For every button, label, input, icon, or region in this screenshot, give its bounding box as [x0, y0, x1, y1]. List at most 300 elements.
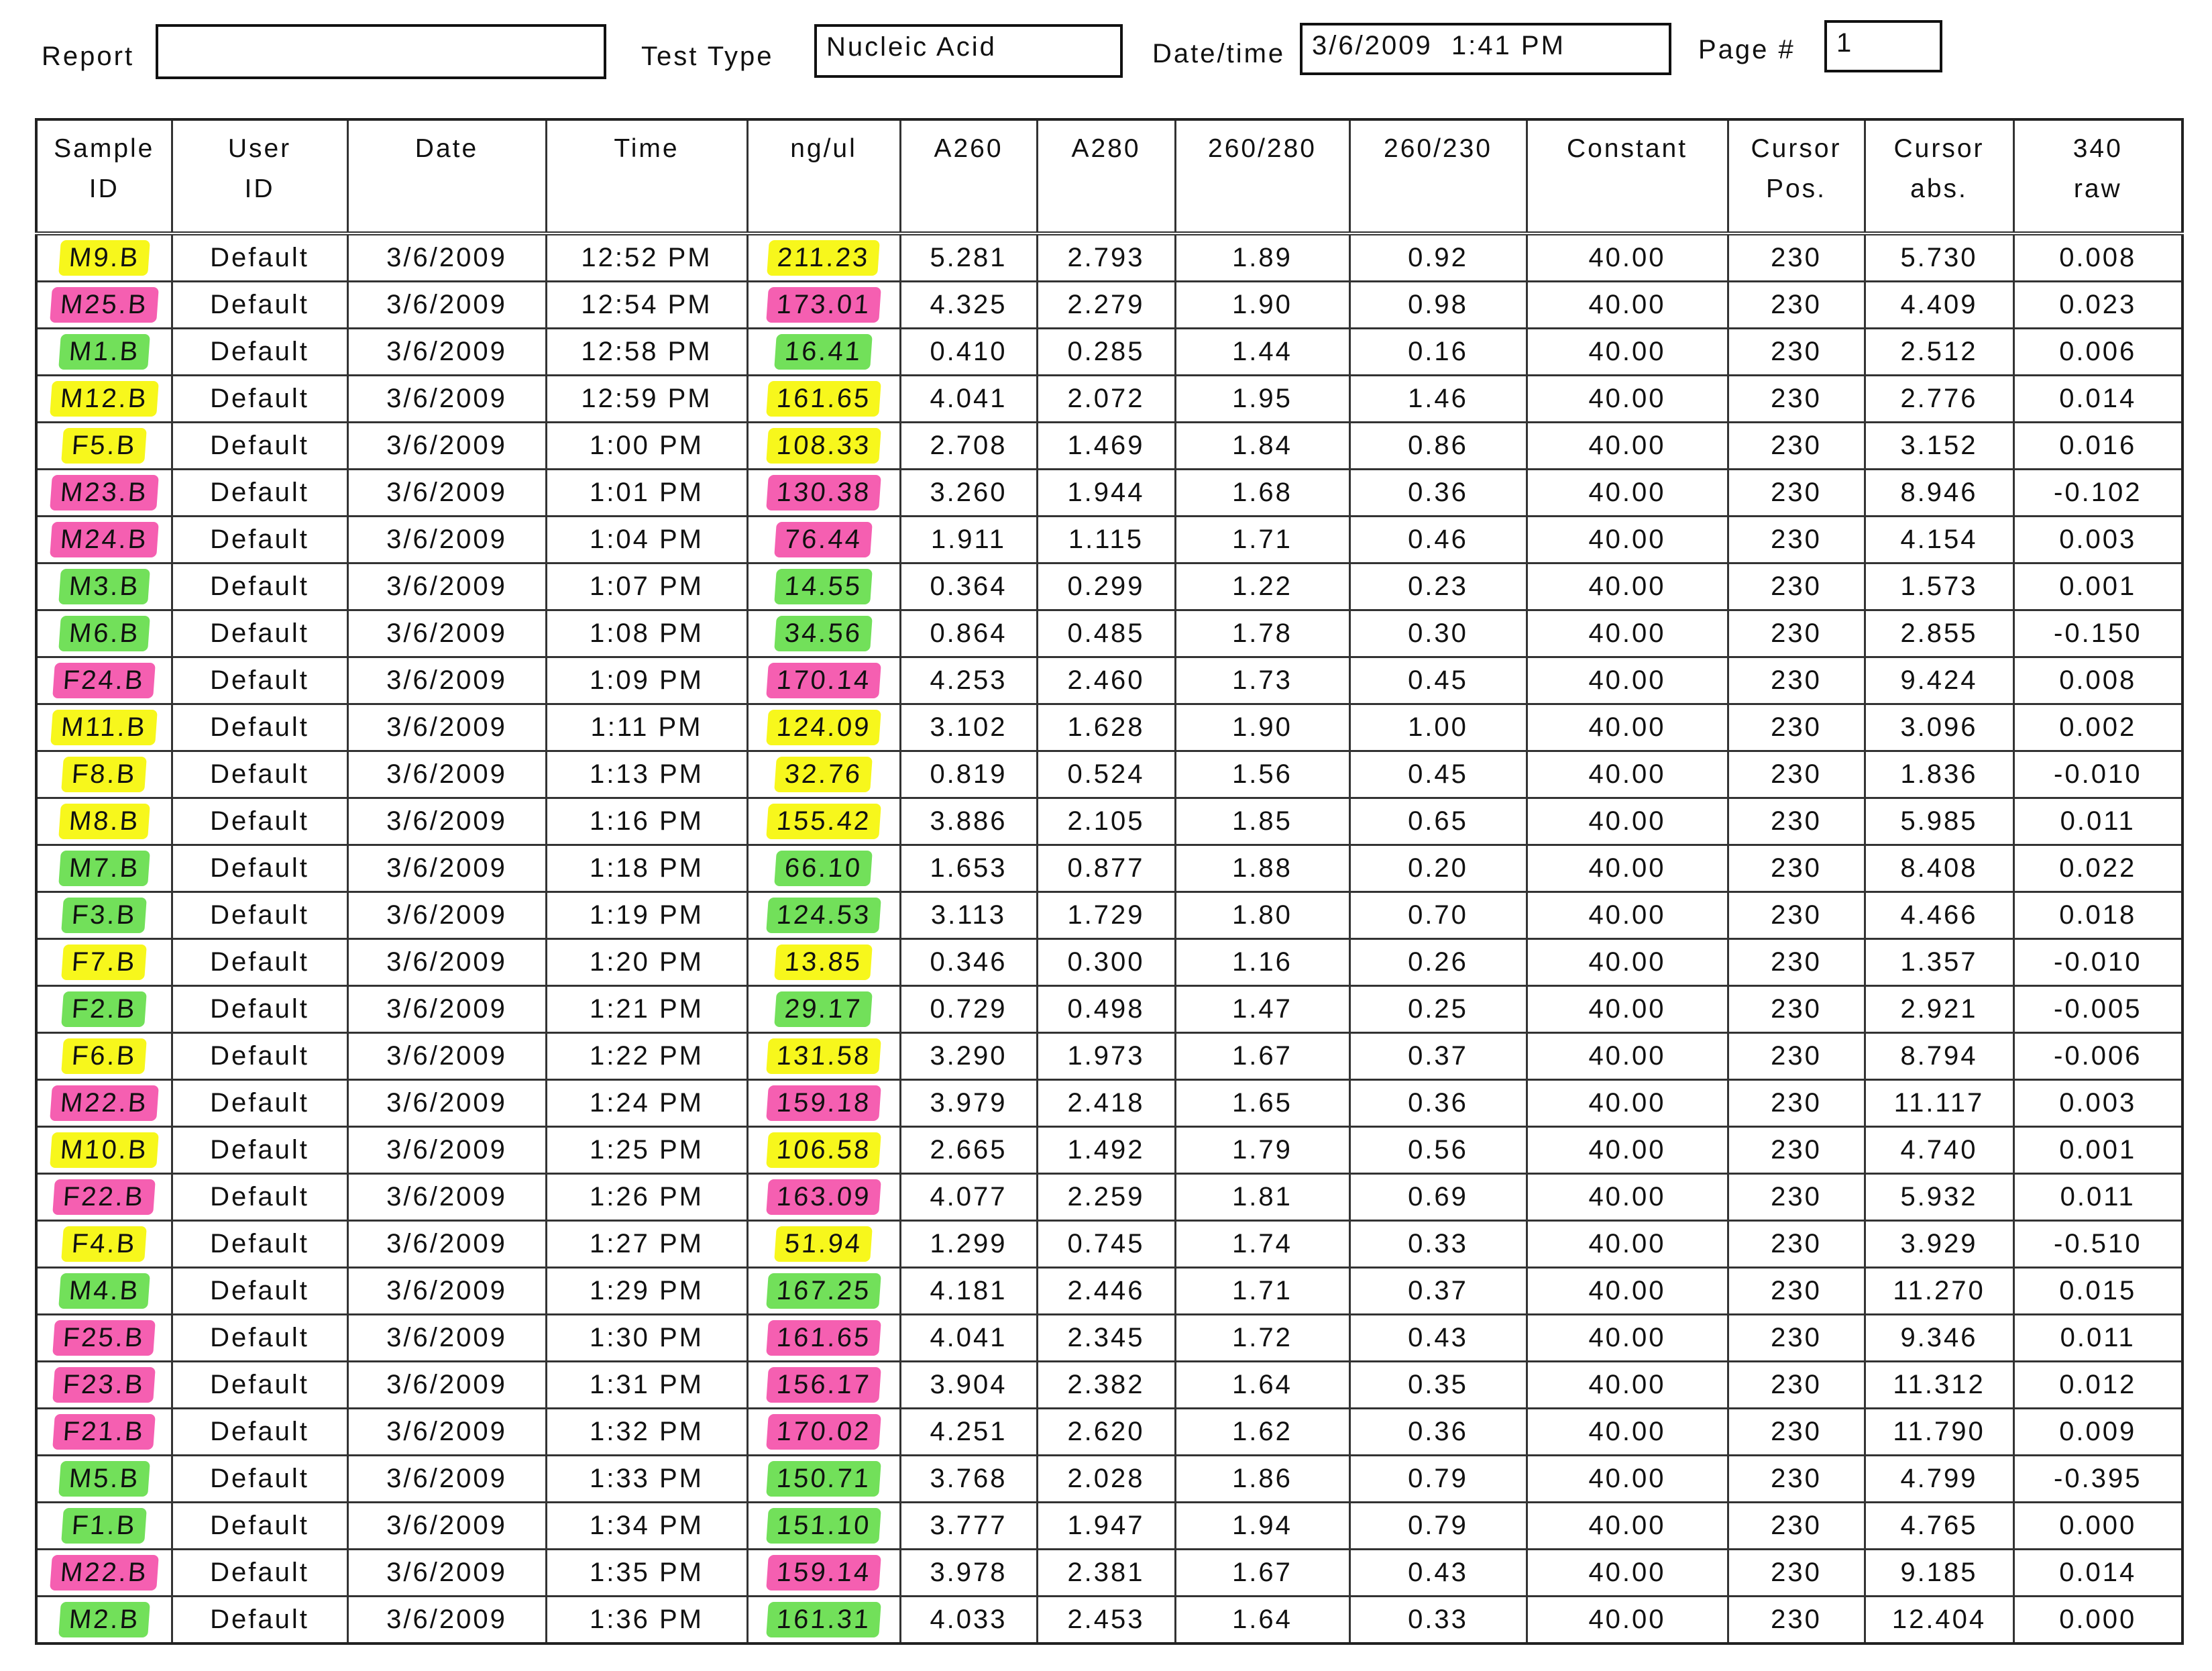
sample-id-highlight: F3.B [61, 898, 147, 933]
table-cell [546, 376, 747, 423]
cell-value: 0.011 [2060, 1182, 2136, 1211]
cell-value: 11.270 [1893, 1276, 1985, 1305]
cell-value: 0.011 [2060, 1323, 2136, 1352]
cell-value: 3/6/2009 [386, 1276, 507, 1305]
sample-id-highlight: M1.B [58, 334, 150, 370]
table-cell [900, 1033, 1037, 1080]
cell-value: 3.904 [930, 1370, 1007, 1399]
table-cell [1349, 1080, 1527, 1127]
table-cell [1175, 1409, 1349, 1456]
test-type-field[interactable]: Nucleic Acid [814, 24, 1123, 78]
table-cell [36, 939, 172, 986]
table-cell [1037, 1362, 1175, 1409]
cell-value: 3/6/2009 [386, 525, 507, 554]
cell-value: 3/6/2009 [386, 665, 507, 695]
cell-value: 230 [1771, 243, 1822, 272]
table-cell [1037, 657, 1175, 704]
table-cell [36, 423, 172, 470]
table-cell [2013, 1127, 2182, 1174]
table-row [36, 470, 2182, 517]
table-cell [747, 1315, 900, 1362]
table-cell [1037, 1315, 1175, 1362]
cell-value: 40.00 [1588, 853, 1666, 883]
cell-value: 1.469 [1067, 431, 1145, 460]
report-label: Report [42, 42, 135, 71]
table-cell [1349, 517, 1527, 563]
cell-value: 1.68 [1232, 478, 1292, 507]
cell-value: 3.979 [930, 1088, 1007, 1118]
table-cell [36, 751, 172, 798]
cell-value: 2.072 [1067, 384, 1145, 413]
table-cell [2013, 610, 2182, 657]
table-cell [1175, 1127, 1349, 1174]
concentration-highlight: 106.58 [766, 1132, 881, 1168]
cell-value: 230 [1771, 806, 1822, 836]
cell-value: 9.424 [1900, 665, 1978, 695]
table-cell [1349, 1033, 1527, 1080]
table-cell [36, 233, 172, 282]
table-cell [1527, 1550, 1728, 1597]
table-cell [36, 798, 172, 845]
table-cell [747, 1127, 900, 1174]
table-cell [900, 751, 1037, 798]
cell-value: 1.357 [1900, 947, 1978, 977]
table-cell [1527, 939, 1728, 986]
table-cell [1349, 1456, 1527, 1503]
table-cell [546, 1080, 747, 1127]
table-cell [546, 1597, 747, 1644]
cell-value: 0.877 [1067, 853, 1145, 883]
datetime-field[interactable]: 3/6/2009 1:41 PM [1300, 23, 1671, 75]
cell-value: 1.90 [1232, 712, 1292, 742]
table-cell [546, 1409, 747, 1456]
cell-value: 0.37 [1408, 1041, 1468, 1071]
table-cell [747, 892, 900, 939]
table-cell [1349, 986, 1527, 1033]
table-cell [347, 1456, 546, 1503]
cell-value: 1.973 [1067, 1041, 1145, 1071]
concentration-highlight: 170.02 [766, 1414, 881, 1450]
table-cell [36, 892, 172, 939]
sample-id-highlight: F4.B [61, 1226, 147, 1262]
cell-value: 1.94 [1232, 1511, 1292, 1540]
cell-value: 3/6/2009 [386, 1464, 507, 1493]
sample-id-highlight: F6.B [61, 1038, 147, 1074]
cell-value: 0.43 [1408, 1323, 1468, 1352]
column-header-line: abs. [1910, 174, 1968, 203]
cell-value: 11.117 [1893, 1088, 1985, 1118]
cell-value: 3/6/2009 [386, 806, 507, 836]
sample-id-highlight: M10.B [50, 1132, 158, 1168]
cell-value: 3/6/2009 [386, 1135, 507, 1165]
table-cell [1527, 470, 1728, 517]
cell-value: 0.26 [1408, 947, 1468, 977]
table-cell [1865, 1503, 2013, 1550]
cell-value: 3.260 [930, 478, 1007, 507]
table-cell [900, 517, 1037, 563]
table-cell [172, 939, 347, 986]
table-cell [347, 1080, 546, 1127]
table-cell [2013, 1174, 2182, 1221]
cell-value: 4.041 [930, 384, 1007, 413]
cell-value: 230 [1771, 1323, 1822, 1352]
table-cell [36, 1362, 172, 1409]
cell-value: 2.105 [1067, 806, 1145, 836]
sample-id-highlight: F25.B [53, 1320, 156, 1356]
table-cell [546, 1127, 747, 1174]
table-cell [1175, 1174, 1349, 1221]
column-header-line: Cursor [1751, 134, 1842, 163]
cell-value: 230 [1771, 337, 1822, 366]
cell-value: 230 [1771, 572, 1822, 601]
cell-value: 1.47 [1232, 994, 1292, 1024]
concentration-highlight: 16.41 [775, 334, 873, 370]
table-cell [347, 798, 546, 845]
table-cell [1037, 845, 1175, 892]
cell-value: 2.382 [1067, 1370, 1145, 1399]
cell-value: 2.921 [1900, 994, 1978, 1024]
table-cell [900, 1597, 1037, 1644]
cell-value: 2.418 [1067, 1088, 1145, 1118]
cell-value: 0.25 [1408, 994, 1468, 1024]
cell-value: 8.794 [1900, 1041, 1978, 1071]
table-cell [546, 423, 747, 470]
cell-value: 40.00 [1588, 1182, 1666, 1211]
cell-value: 1.71 [1232, 525, 1292, 554]
cell-value: 2.345 [1067, 1323, 1145, 1352]
cell-value: 1.80 [1232, 900, 1292, 930]
cell-value: 2.446 [1067, 1276, 1145, 1305]
cell-value: 0.33 [1408, 1229, 1468, 1258]
cell-value: 4.041 [930, 1323, 1007, 1352]
column-header [1527, 119, 1728, 233]
table-cell [1349, 751, 1527, 798]
cell-value: 1.67 [1232, 1041, 1292, 1071]
cell-value: 3.929 [1900, 1229, 1978, 1258]
table-cell [1175, 845, 1349, 892]
table-cell [347, 704, 546, 751]
sample-id-highlight: F22.B [53, 1179, 156, 1215]
table-cell [172, 751, 347, 798]
table-row [36, 1127, 2182, 1174]
table-cell [900, 329, 1037, 376]
table-cell [1037, 1127, 1175, 1174]
column-header [347, 119, 546, 233]
table-row [36, 657, 2182, 704]
table-cell [1865, 1221, 2013, 1268]
cell-value: 5.932 [1900, 1182, 1978, 1211]
table-cell [747, 1080, 900, 1127]
table-cell [347, 1362, 546, 1409]
cell-value: 2.279 [1067, 290, 1145, 319]
table-cell [172, 610, 347, 657]
table-row [36, 1268, 2182, 1315]
table-cell [36, 282, 172, 329]
table-cell [2013, 704, 2182, 751]
cell-value: Default [210, 1605, 309, 1634]
cell-value: 1.299 [930, 1229, 1007, 1258]
table-cell [747, 563, 900, 610]
cell-value: 5.730 [1900, 243, 1978, 272]
table-cell [347, 1503, 546, 1550]
cell-value: 40.00 [1588, 243, 1666, 272]
concentration-highlight: 131.58 [766, 1038, 881, 1074]
cell-value: 1.653 [930, 853, 1007, 883]
table-cell [546, 1315, 747, 1362]
table-cell [900, 282, 1037, 329]
cell-value: 1.46 [1408, 384, 1468, 413]
table-cell [900, 657, 1037, 704]
page-number-field[interactable]: 1 [1824, 20, 1942, 72]
table-cell [1527, 1080, 1728, 1127]
table-cell [1728, 845, 1865, 892]
table-cell [1527, 657, 1728, 704]
cell-value: 2.453 [1067, 1605, 1145, 1634]
table-cell [546, 892, 747, 939]
cell-value: 0.000 [2059, 1605, 2137, 1634]
table-cell [347, 939, 546, 986]
table-cell [1527, 423, 1728, 470]
cell-value: 0.729 [930, 994, 1007, 1024]
datetime-label: Date/time [1152, 39, 1286, 68]
table-cell [347, 376, 546, 423]
cell-value: 8.408 [1900, 853, 1978, 883]
cell-value: -0.102 [2054, 478, 2142, 507]
cell-value: 1:16 PM [590, 806, 704, 836]
table-row [36, 751, 2182, 798]
table-row [36, 1409, 2182, 1456]
table-cell [172, 1456, 347, 1503]
cell-value: 4.251 [930, 1417, 1007, 1446]
table-cell [1037, 798, 1175, 845]
cell-value: 230 [1771, 618, 1822, 648]
cell-value: 1:34 PM [590, 1511, 704, 1540]
table-cell [1175, 563, 1349, 610]
table-cell [1728, 751, 1865, 798]
table-cell [1527, 845, 1728, 892]
table-cell [747, 1597, 900, 1644]
page-number-label: Page # [1698, 35, 1795, 64]
table-cell [900, 610, 1037, 657]
cell-value: 2.512 [1900, 337, 1978, 366]
cell-value: 1.71 [1232, 1276, 1292, 1305]
cell-value: 0.864 [930, 618, 1007, 648]
table-cell [1037, 892, 1175, 939]
column-header [900, 119, 1037, 233]
table-cell [36, 657, 172, 704]
cell-value: 230 [1771, 900, 1822, 930]
table-cell [1728, 563, 1865, 610]
cell-value: 12:58 PM [581, 337, 712, 366]
table-cell [1527, 1221, 1728, 1268]
table-cell [900, 798, 1037, 845]
table-row [36, 282, 2182, 329]
cell-value: 0.003 [2059, 525, 2137, 554]
cell-value: 40.00 [1588, 384, 1666, 413]
cell-value: 1:20 PM [590, 947, 704, 977]
concentration-highlight: 13.85 [775, 945, 873, 980]
cell-value: 0.485 [1067, 618, 1145, 648]
cell-value: 2.620 [1067, 1417, 1145, 1446]
table-cell [2013, 329, 2182, 376]
table-cell [1175, 423, 1349, 470]
table-cell [1349, 1221, 1527, 1268]
cell-value: 1:08 PM [590, 618, 704, 648]
cell-value: 0.364 [930, 572, 1007, 601]
cell-value: 40.00 [1588, 1605, 1666, 1634]
table-cell [1527, 233, 1728, 282]
cell-value: 0.012 [2059, 1370, 2137, 1399]
table-cell [172, 1174, 347, 1221]
cell-value: 3/6/2009 [386, 1558, 507, 1587]
table-cell [1349, 1127, 1527, 1174]
cell-value: 1.78 [1232, 618, 1292, 648]
cell-value: 1.64 [1232, 1370, 1292, 1399]
table-cell [1865, 657, 2013, 704]
cell-value: 40.00 [1588, 431, 1666, 460]
table-cell [546, 233, 747, 282]
table-cell [1349, 1268, 1527, 1315]
table-cell [172, 376, 347, 423]
table-cell [1349, 233, 1527, 282]
cell-value: 40.00 [1588, 1041, 1666, 1071]
concentration-highlight: 211.23 [767, 240, 880, 276]
table-cell [1865, 1315, 2013, 1362]
cell-value: Default [210, 994, 309, 1024]
cell-value: 12:54 PM [581, 290, 712, 319]
column-header-line: 260/280 [1208, 134, 1317, 163]
table-cell [1175, 1456, 1349, 1503]
cell-value: 3.777 [930, 1511, 1007, 1540]
table-cell [1527, 1268, 1728, 1315]
table-cell [546, 939, 747, 986]
column-header-line: 260/230 [1384, 134, 1492, 163]
cell-value: Default [210, 243, 309, 272]
table-cell [1037, 1456, 1175, 1503]
cell-value: 3/6/2009 [386, 243, 507, 272]
cell-value: 0.46 [1408, 525, 1468, 554]
cell-value: 1.95 [1232, 384, 1292, 413]
table-cell [347, 423, 546, 470]
cell-value: 0.92 [1408, 243, 1468, 272]
concentration-highlight: 159.18 [766, 1085, 881, 1121]
table-cell [546, 1550, 747, 1597]
cell-value: 0.16 [1408, 337, 1468, 366]
table-cell [747, 423, 900, 470]
table-cell [36, 986, 172, 1033]
cell-value: 0.37 [1408, 1276, 1468, 1305]
cell-value: 1:35 PM [590, 1558, 704, 1587]
table-cell [1527, 1127, 1728, 1174]
table-cell [2013, 376, 2182, 423]
table-cell [900, 423, 1037, 470]
table-cell [1865, 751, 2013, 798]
report-field[interactable] [156, 24, 606, 79]
table-cell [347, 1127, 546, 1174]
cell-value: -0.150 [2054, 618, 2142, 648]
cell-value: 0.20 [1408, 853, 1468, 883]
concentration-highlight: 173.01 [766, 287, 881, 323]
cell-value: 0.001 [2059, 1135, 2137, 1165]
table-cell [347, 329, 546, 376]
table-cell [1728, 939, 1865, 986]
cell-value: 3.102 [930, 712, 1007, 742]
table-cell [1175, 1268, 1349, 1315]
table-cell [1865, 1362, 2013, 1409]
table-cell [1037, 751, 1175, 798]
sample-id-highlight: M22.B [50, 1085, 158, 1121]
cell-value: Default [210, 1370, 309, 1399]
table-cell [1527, 1315, 1728, 1362]
cell-value: 1:19 PM [590, 900, 704, 930]
cell-value: 0.65 [1408, 806, 1468, 836]
cell-value: Default [210, 853, 309, 883]
table-cell [1865, 517, 2013, 563]
table-cell [1865, 1080, 2013, 1127]
table-cell [546, 1174, 747, 1221]
concentration-highlight: 161.31 [766, 1602, 881, 1637]
table-cell [900, 1456, 1037, 1503]
table-cell [747, 845, 900, 892]
table-cell [546, 1362, 747, 1409]
cell-value: 0.008 [2059, 243, 2137, 272]
table-cell [1175, 1362, 1349, 1409]
cell-value: 4.409 [1900, 290, 1978, 319]
table-row [36, 517, 2182, 563]
cell-value: Default [210, 1135, 309, 1165]
table-cell [36, 1268, 172, 1315]
table-cell [1175, 610, 1349, 657]
table-cell [1527, 282, 1728, 329]
concentration-highlight: 124.53 [766, 898, 881, 933]
table-cell [1527, 1174, 1728, 1221]
table-cell [1728, 610, 1865, 657]
cell-value: 0.285 [1067, 337, 1145, 366]
cell-value: 1:21 PM [590, 994, 704, 1024]
table-cell [1175, 1221, 1349, 1268]
cell-value: Default [210, 806, 309, 836]
cell-value: 3/6/2009 [386, 618, 507, 648]
cell-value: 0.008 [2059, 665, 2137, 695]
cell-value: 12.404 [1891, 1605, 1987, 1634]
table-cell [1527, 751, 1728, 798]
cell-value: 40.00 [1588, 712, 1666, 742]
cell-value: 0.006 [2059, 337, 2137, 366]
concentration-highlight: 161.65 [766, 381, 881, 417]
table-cell [347, 563, 546, 610]
table-cell [747, 1503, 900, 1550]
cell-value: 40.00 [1588, 1370, 1666, 1399]
table-cell [900, 704, 1037, 751]
table-cell [1728, 376, 1865, 423]
table-row [36, 376, 2182, 423]
cell-value: 0.011 [2060, 806, 2136, 836]
table-cell [36, 845, 172, 892]
table-cell [900, 1362, 1037, 1409]
table-cell [36, 329, 172, 376]
cell-value: 1.628 [1067, 712, 1145, 742]
column-header [1349, 119, 1527, 233]
table-cell [1175, 1503, 1349, 1550]
table-cell [172, 470, 347, 517]
cell-value: 40.00 [1588, 1464, 1666, 1493]
table-row [36, 610, 2182, 657]
table-cell [1349, 423, 1527, 470]
cell-value: 0.002 [2059, 712, 2137, 742]
table-cell [747, 798, 900, 845]
cell-value: 1:04 PM [590, 525, 704, 554]
cell-value: 1:27 PM [590, 1229, 704, 1258]
